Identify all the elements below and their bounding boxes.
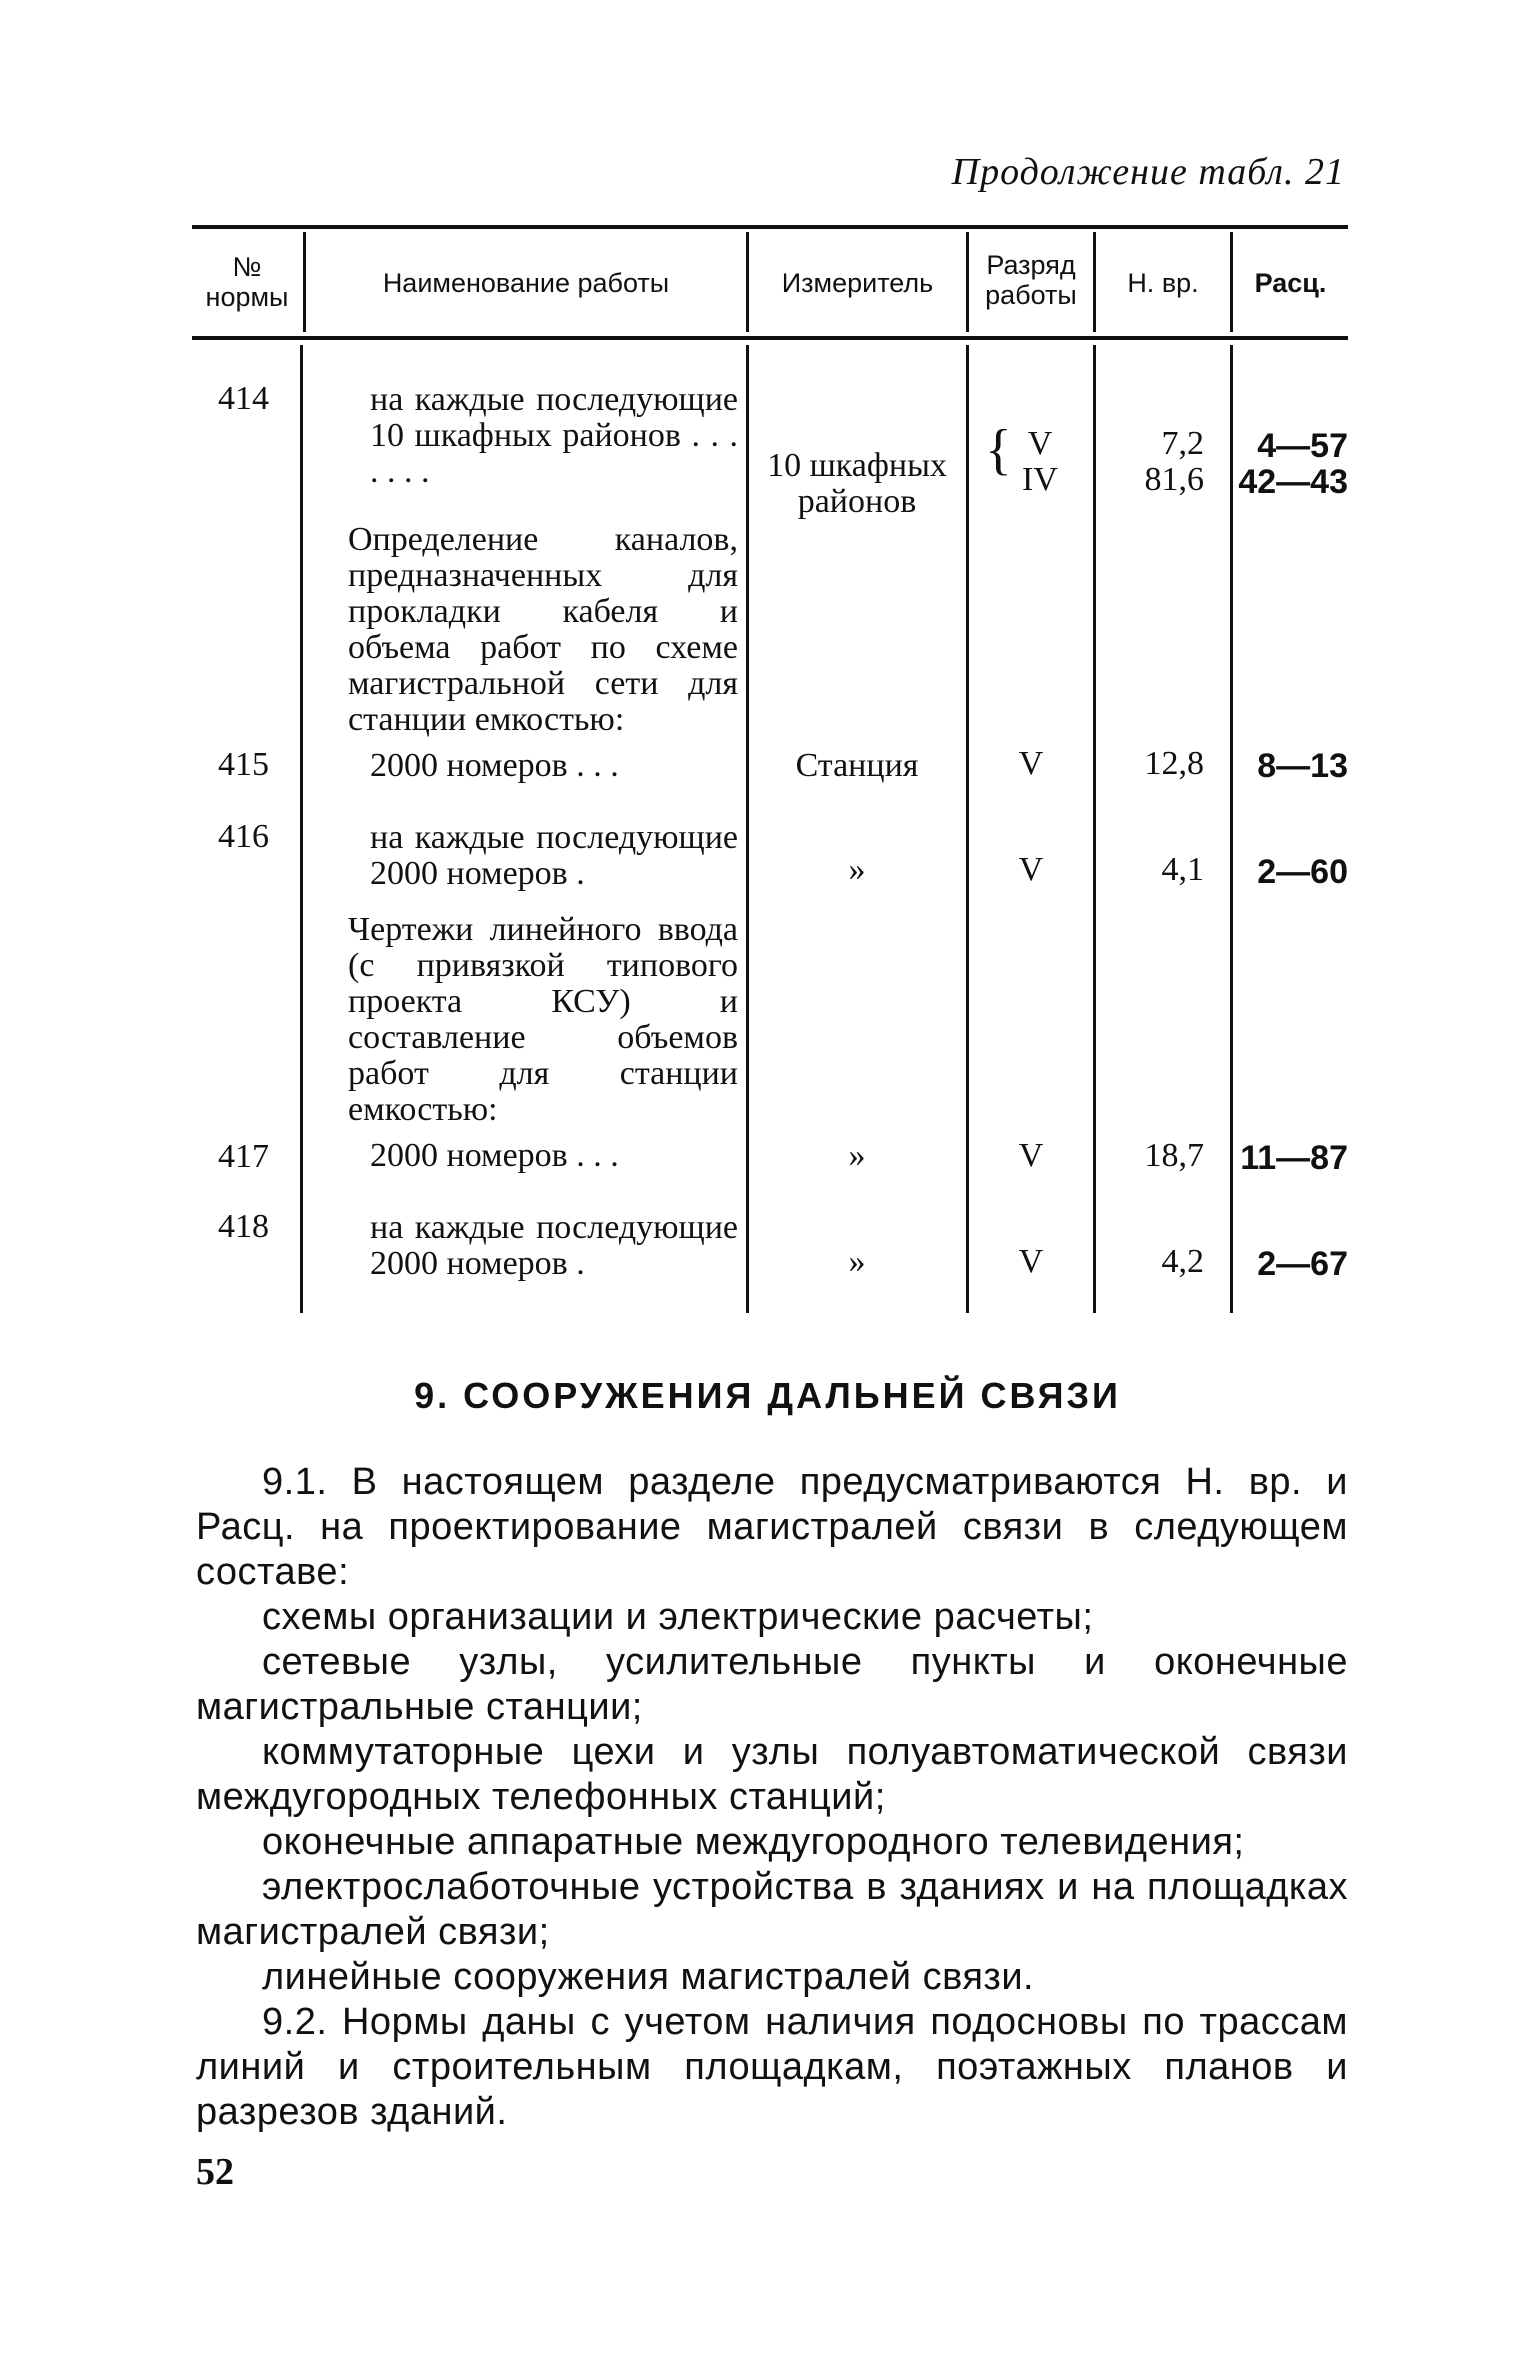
col-divider [1093, 345, 1096, 1313]
group-heading: Чертежи линейного ввода (с привязкой типового проекта КСУ) и составление объемов работ для станции емкостью: [348, 911, 738, 1128]
paragraph: 9.2. Нормы даны с учетом наличия подосновы по трассам линий и строительным площадкам, поэтажных планов и разрезов зданий. [196, 2001, 1348, 2133]
row-rate: 42—43 [1238, 463, 1348, 501]
table-caption: Продолжение табл. 21 [951, 151, 1345, 193]
col-divider [300, 345, 303, 1313]
row-unit: » [848, 1243, 866, 1280]
row-rate: 11—87 [1240, 1139, 1348, 1177]
table-top-rule [192, 225, 1348, 229]
row-name: 2000 номеров . . . [370, 747, 619, 784]
row-grade: V [1018, 851, 1044, 888]
page-number: 52 [196, 2151, 234, 2193]
header-num: № нормы [205, 252, 289, 312]
header-rate: Расц. [1254, 268, 1327, 298]
brace-icon: { [985, 419, 1012, 481]
row-name: на каждые последующие 2000 номеров . [370, 819, 738, 892]
list-item: коммутаторные цехи и узлы полуавтоматической связи междугородных телефонных станций; [196, 1731, 1348, 1818]
list-item: схемы организации и электрические расчеты; [262, 1596, 1094, 1638]
header-unit: Измеритель [781, 268, 934, 298]
header-grade: Разряд работы [985, 250, 1077, 310]
row-grade: IV [1022, 461, 1058, 498]
row-grade: V [1018, 745, 1044, 782]
section-title: 9. СООРУЖЕНИЯ ДАЛЬНЕЙ СВЯЗИ [414, 1375, 1121, 1416]
row-rate: 2—60 [1257, 853, 1348, 891]
list-item: линейные сооружения магистралей связи. [262, 1956, 1035, 1998]
row-unit: 10 шкафных районов [767, 447, 947, 520]
col-divider [1230, 345, 1233, 1313]
header-name: Наименование работы [382, 268, 670, 298]
list-item: сетевые узлы, усилительные пункты и оконечные магистральные станции; [196, 1641, 1348, 1728]
row-number: 417 [218, 1138, 269, 1175]
row-grade: V [1018, 1243, 1044, 1280]
row-time: 81,6 [1144, 461, 1204, 498]
list-item: оконечные аппаратные междугородного телевидения; [262, 1821, 1245, 1863]
row-rate: 2—67 [1257, 1245, 1348, 1283]
row-grade: V [1027, 425, 1053, 462]
row-number: 416 [218, 818, 269, 855]
paragraph: 9.1. В настоящем разделе предусматриваются Н. вр. и Расц. на проектирование магистралей связи в следующем составе: [196, 1461, 1348, 1593]
row-time: 7,2 [1161, 425, 1204, 462]
row-time: 4,2 [1161, 1243, 1204, 1280]
row-name: 2000 номеров . . . [370, 1137, 619, 1174]
row-time: 4,1 [1161, 851, 1204, 888]
row-time: 18,7 [1144, 1137, 1204, 1174]
row-name: на каждые последующие 10 шкафных районов . . . . . . . [370, 381, 738, 490]
header-time: Н. вр. [1127, 268, 1199, 298]
row-name: на каждые последующие 2000 номеров . [370, 1209, 738, 1282]
row-unit: » [848, 1137, 866, 1174]
row-unit: Станция [795, 747, 919, 784]
row-number: 418 [218, 1208, 269, 1245]
row-grade: V [1018, 1137, 1044, 1174]
group-heading: Определение каналов, предназначенных для прокладки кабеля и объема работ по схеме магистральной сети для станции емкостью: [348, 521, 738, 738]
row-unit: » [848, 851, 866, 888]
row-rate: 8—13 [1257, 747, 1348, 785]
table-header-rule [192, 336, 1348, 340]
row-number: 414 [218, 380, 269, 417]
row-rate: 4—57 [1257, 427, 1348, 465]
row-time: 12,8 [1144, 745, 1204, 782]
col-divider [746, 345, 749, 1313]
list-item: электрослаботочные устройства в зданиях и на площадках магистралей связи; [196, 1866, 1348, 1953]
row-number: 415 [218, 746, 269, 783]
